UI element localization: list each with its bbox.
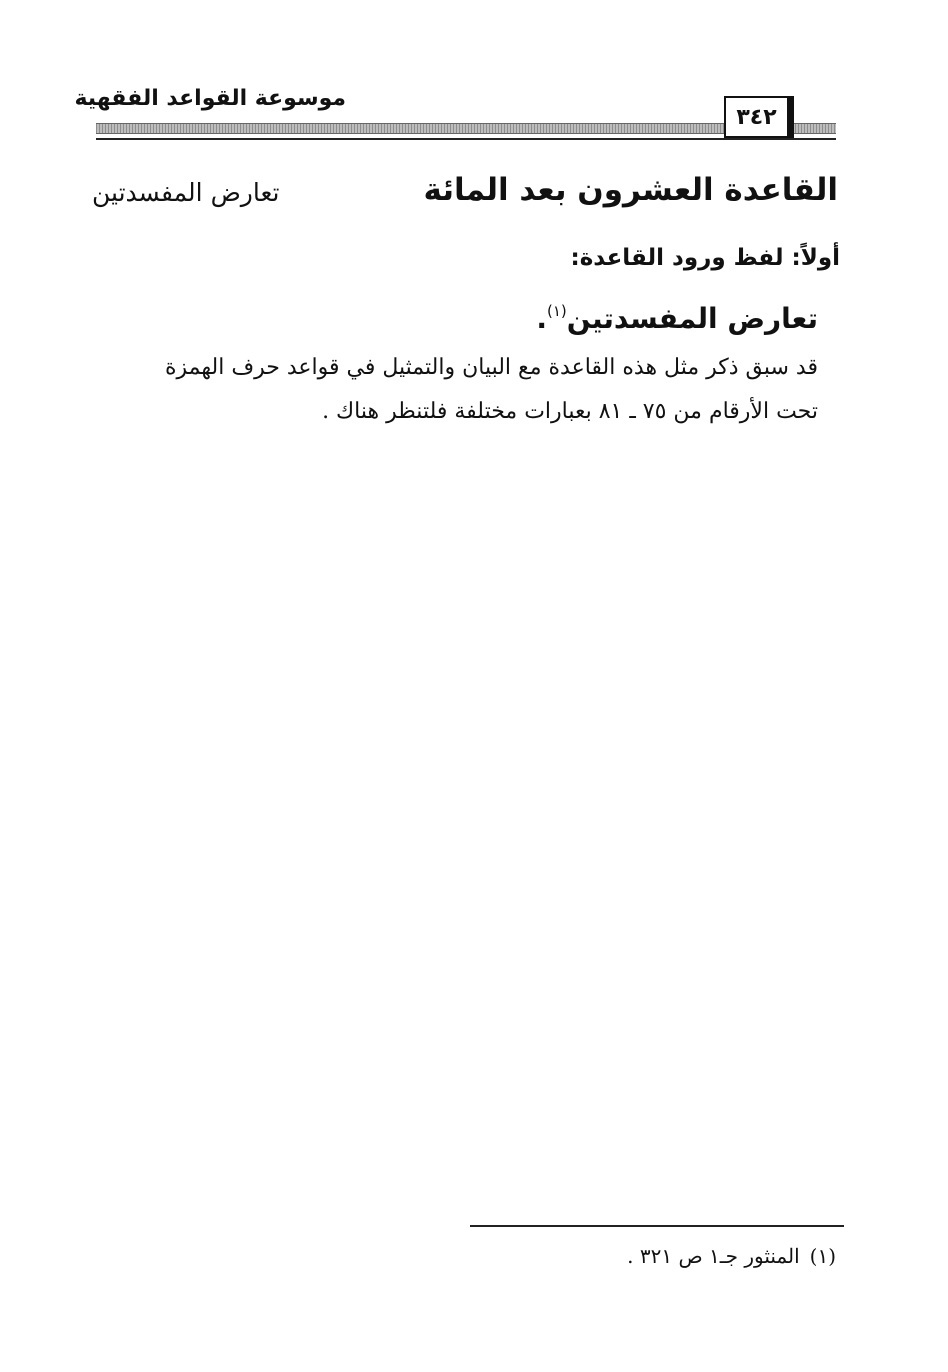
rule-text-main: تعارض المفسدتين: [566, 302, 818, 335]
body-line: قد سبق ذكر مثل هذه القاعدة مع البيان والتمثيل في قواعد حرف الهمزة: [164, 355, 818, 380]
body-paragraph: [88, 346, 818, 434]
footnote-text: المنثور جـ١ ص ٣٢١ .: [627, 1244, 800, 1268]
rule-text-end: .: [536, 302, 547, 335]
body-line: تحت الأرقام من ٧٥ ـ ٨١ بعبارات مختلفة فلتنظر هناك .: [322, 399, 818, 424]
footnote-separator: [470, 1225, 844, 1227]
page-number-label: ٣٤٢: [736, 104, 777, 130]
footnote: [436, 1240, 836, 1272]
rule-text: [458, 290, 818, 340]
running-title: موسوعة القواعد الفقهية: [74, 86, 346, 111]
page-number: [724, 96, 794, 138]
footnote-reference[interactable]: (١): [547, 302, 567, 320]
header-rule: [96, 138, 836, 140]
section-label: أولاً: لفظ ورود القاعدة:: [570, 245, 840, 271]
rule-heading: القاعدة العشرون بعد المائة: [423, 172, 838, 208]
rule-subject: تعارض المفسدتين: [92, 178, 280, 207]
footnote-marker: (١): [809, 1244, 836, 1268]
